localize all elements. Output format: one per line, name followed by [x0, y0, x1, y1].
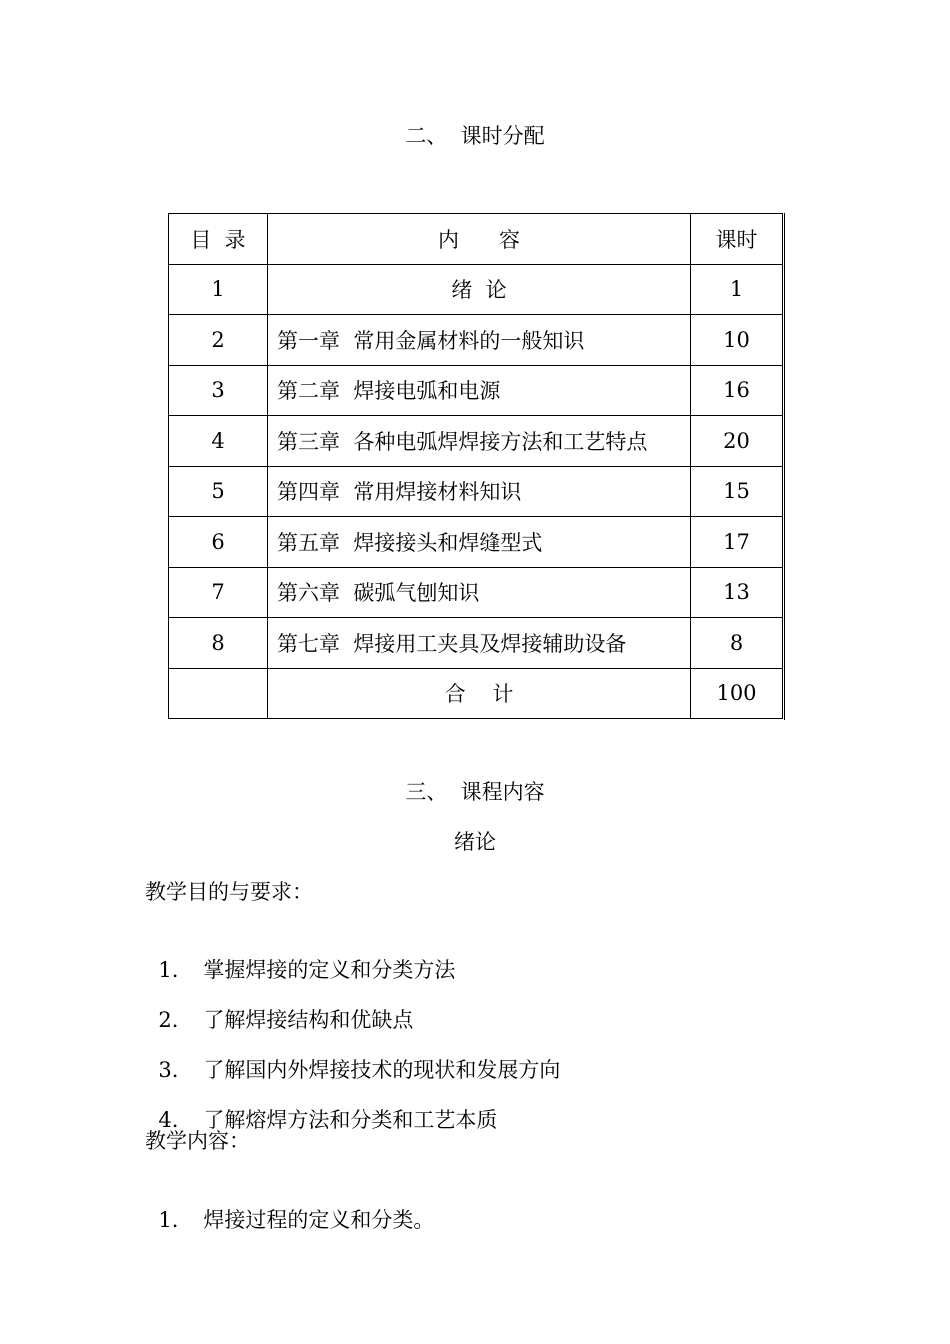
- goal-number: 2.: [158, 1008, 179, 1032]
- goals-heading: 教学目的与要求：: [145, 880, 313, 904]
- content-number: 1.: [158, 1208, 179, 1232]
- table-total-row: [169, 668, 783, 719]
- goal-item: [145, 928, 455, 984]
- table-row: [169, 517, 783, 568]
- row-index: 7: [169, 567, 268, 618]
- row-hours: 1: [691, 264, 783, 315]
- table-row: [169, 618, 783, 669]
- goal-text: 了解国内外焊接技术的现状和发展方向: [203, 1058, 561, 1082]
- row-hours: 20: [691, 416, 783, 467]
- row-content: 绪 论: [268, 264, 691, 315]
- table-row: [169, 315, 783, 366]
- row-index: 5: [169, 466, 268, 517]
- goal-item: [145, 1078, 497, 1134]
- goal-number: 4.: [158, 1108, 179, 1132]
- row-index: 4: [169, 416, 268, 467]
- table-row: [169, 466, 783, 517]
- total-hours: 100: [691, 668, 783, 719]
- table-right-double-border: [784, 213, 785, 720]
- section-3-title: 三、 课程内容: [405, 780, 545, 804]
- row-index: 1: [169, 264, 268, 315]
- row-content: 第二章 焊接电弧和电源: [268, 365, 691, 416]
- row-hours: 8: [691, 618, 783, 669]
- header-hours: 课时: [691, 214, 783, 265]
- intro-subtitle: 绪论: [454, 830, 496, 854]
- goal-number: 3.: [158, 1058, 179, 1082]
- section-2-title: 二、 课时分配: [405, 124, 545, 148]
- course-hours-table: [168, 213, 783, 719]
- goal-text: 掌握焊接的定义和分类方法: [203, 958, 456, 982]
- goal-number: 1.: [158, 958, 179, 982]
- goal-item: [145, 1028, 560, 1084]
- total-label: 合 计: [268, 668, 691, 719]
- goal-item: [145, 978, 413, 1034]
- header-content: 内 容: [268, 214, 691, 265]
- row-hours: 15: [691, 466, 783, 517]
- table-row: [169, 567, 783, 618]
- row-hours: 17: [691, 517, 783, 568]
- row-content: 第六章 碳弧气刨知识: [268, 567, 691, 618]
- row-index: 8: [169, 618, 268, 669]
- table-row: [169, 416, 783, 467]
- row-index: 2: [169, 315, 268, 366]
- table-header-row: [169, 214, 783, 265]
- row-content: 第四章 常用焊接材料知识: [268, 466, 691, 517]
- row-content: 第五章 焊接接头和焊缝型式: [268, 517, 691, 568]
- content-item: [145, 1178, 434, 1234]
- row-content: 第三章 各种电弧焊焊接方法和工艺特点: [268, 416, 691, 467]
- table-row: [169, 264, 783, 315]
- row-index: 3: [169, 365, 268, 416]
- goal-text: 了解焊接结构和优缺点: [203, 1008, 414, 1032]
- total-index: [169, 668, 268, 719]
- table-row: [169, 365, 783, 416]
- goal-text: 了解熔焊方法和分类和工艺本质: [203, 1108, 498, 1132]
- row-hours: 16: [691, 365, 783, 416]
- content-text: 焊接过程的定义和分类。: [203, 1208, 435, 1232]
- row-content: 第一章 常用金属材料的一般知识: [268, 315, 691, 366]
- header-index: 目 录: [169, 214, 268, 265]
- row-hours: 10: [691, 315, 783, 366]
- row-index: 6: [169, 517, 268, 568]
- row-content: 第七章 焊接用工夹具及焊接辅助设备: [268, 618, 691, 669]
- content-heading: 教学内容：: [145, 1129, 250, 1153]
- row-hours: 13: [691, 567, 783, 618]
